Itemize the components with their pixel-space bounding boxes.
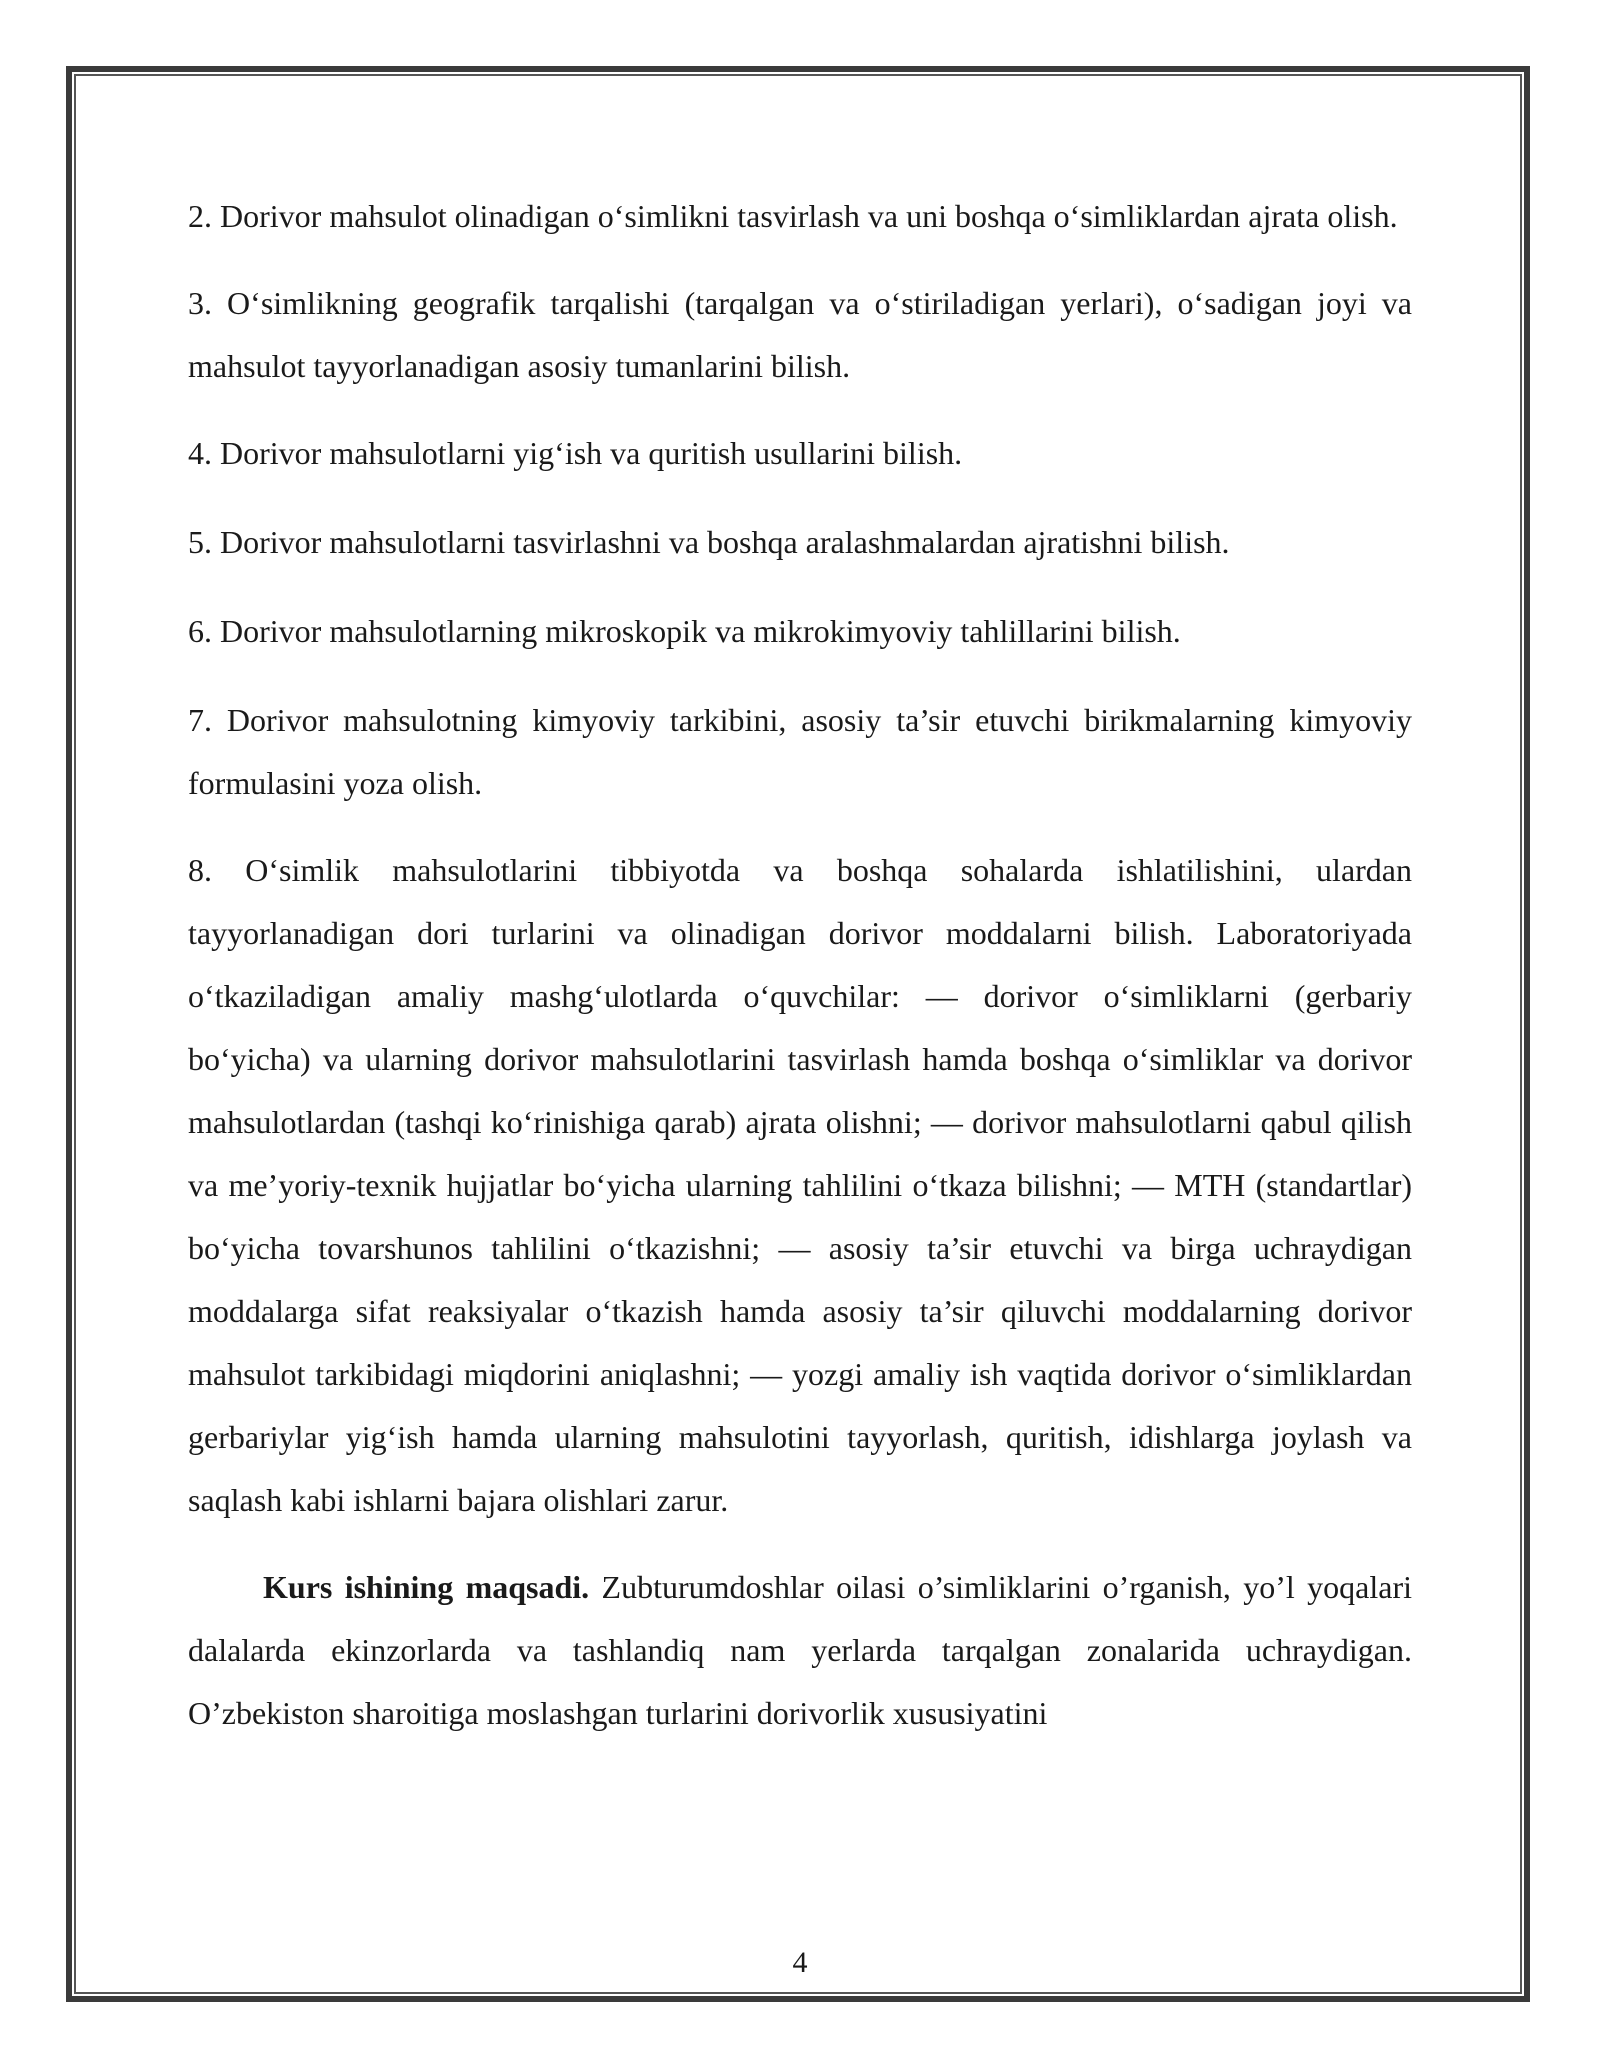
document-body <box>188 185 1412 1769</box>
list-item-5: 5. Dorivor mahsulotlarni tasvirlashni va boshqa aralashmalardan ajratishni bilish. <box>188 524 1230 560</box>
list-item-4: 4. Dorivor mahsulotlarni yig‘ish va quritish usullarini bilish. <box>188 435 963 471</box>
list-item-3: 3. O‘simlikning geografik tarqalishi (tarqalgan va o‘stiriladigan yerlari), o‘sadigan joyi va mahsulot tayyorlanadigan asosiy tumanlarini bilish. <box>188 285 1412 384</box>
list-item-2: 2. Dorivor mahsulot olinadigan o‘simlikni tasvirlash va uni boshqa o‘simliklardan ajrata olish. <box>188 198 1398 234</box>
list-item-6: 6. Dorivor mahsulotlarning mikroskopik va mikrokimyoviy tahlillarini bilish. <box>188 613 1181 649</box>
course-goal-paragraph <box>188 1556 1412 1745</box>
list-item-8: 8. O‘simlik mahsulotlarini tibbiyotda va boshqa sohalarda ishlatilishini, ulardan tayyorlanadigan dori turlarini va olinadigan dorivor moddalarni bilish. Laboratoriyada o‘tkaziladigan amaliy mashg‘ulotlarda o‘quvchilar: — dorivor o‘simliklarni (gerbariy bo‘yicha) va ularning dorivor mahsulotlarini tasvirlash hamda boshqa o‘simliklar va dorivor mahsulotlardan (tashqi ko‘rinishiga qarab) ajrata olishni; — dorivor mahsulotlarni qabul qilish va me’yoriy-texnik hujjatlar bo‘yicha ularning tahlilini o‘tkaza bilishni; — MTH (standartlar) bo‘yicha tovarshunos tahlilini o‘tkazishni; — asosiy ta’sir etuvchi va birga uchraydigan moddalarga sifat reaksiyalar o‘tkazish hamda asosiy ta’sir qiluvchi moddalarning dorivor mahsulot tarkibidagi miqdorini aniqlashni; — yozgi amaliy ish vaqtida dorivor o‘simliklardan gerbariylar yig‘ish hamda ularning mahsulotini tayyorlash, quritish, idishlarga joylash va saqlash kabi ishlarni bajara olishlari zarur. <box>188 852 1412 1518</box>
list-item-7: 7. Dorivor mahsulotning kimyoviy tarkibini, asosiy ta’sir etuvchi birikmalarning kimyoviy formulasini yoza olish. <box>188 702 1412 801</box>
course-goal-text: Zubturumdoshlar oilasi o’simliklarini o’rganish, yo’l yoqalari dalalarda ekinzorlarda va tashlandiq nam yerlarda tarqalgan zonalarida uchraydigan. O’zbekiston sharoitiga moslashgan turlarini dorivorlik xususiyatini <box>188 1569 1413 1731</box>
course-goal-heading: Kurs ishining maqsadi. <box>263 1569 590 1605</box>
page-number: 4 <box>792 1946 808 1979</box>
